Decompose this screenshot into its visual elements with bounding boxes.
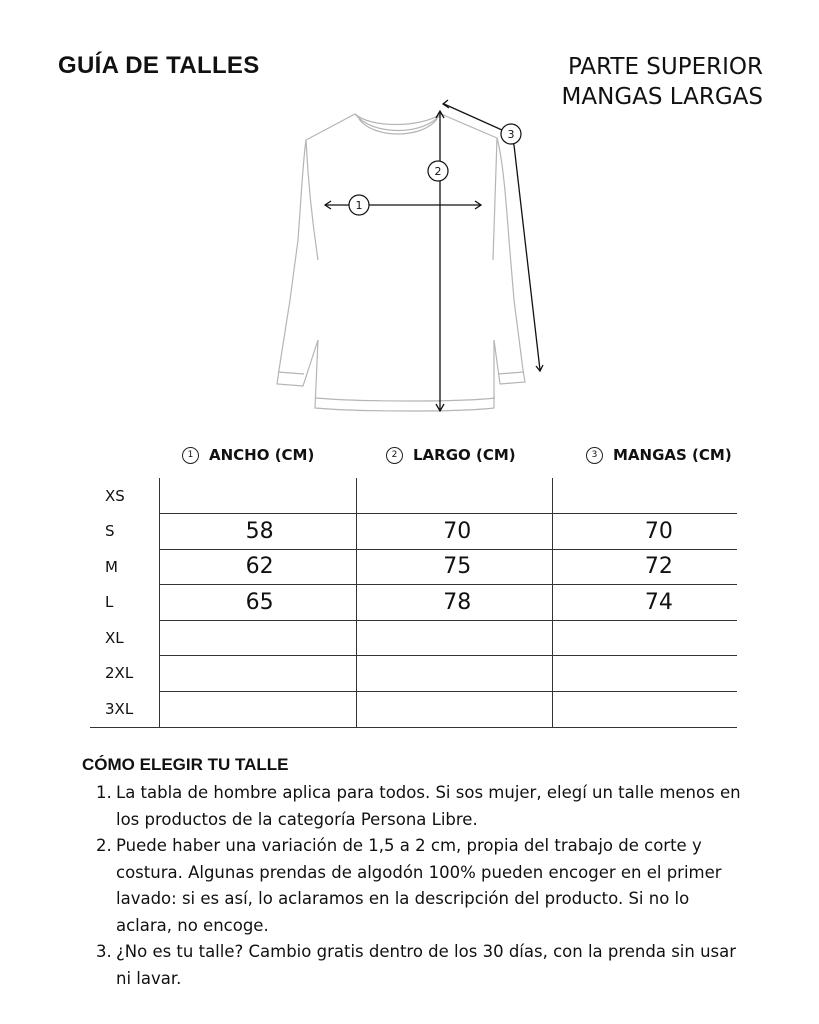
largo-value: 70 [357, 514, 553, 550]
mangas-value: 72 [552, 549, 737, 585]
howto-title: CÓMO ELEGIR TU TALLE [82, 755, 289, 774]
size-label: XL [105, 628, 124, 647]
ancho-value [159, 478, 357, 514]
measure-marker-1 [349, 195, 369, 215]
long-sleeve-shirt-diagram [0, 0, 819, 430]
size-label: 3XL [90, 691, 159, 727]
garment-type-line-2: MANGAS LARGAS [561, 84, 763, 110]
step-number: 1. [96, 783, 112, 802]
table-row [90, 691, 737, 727]
svg-text:1: 1 [355, 199, 363, 212]
ancho-value: 58 [159, 514, 357, 550]
step-number: 2. [96, 836, 112, 855]
largo-value: 78 [357, 585, 553, 621]
table-row [90, 620, 737, 656]
column-label: MANGAS (CM) [613, 446, 732, 464]
table-row [90, 549, 737, 585]
number-circle-icon: 1 [182, 447, 199, 464]
step-text: La tabla de hombre aplica para todos. Si sos mujer, elegí un talle menos en los productos de la categoría Persona Libre. [116, 783, 741, 829]
size-label: L [105, 593, 114, 612]
size-label: S [105, 522, 115, 541]
column-header-mangas [586, 446, 732, 464]
step-number: 3. [96, 942, 112, 961]
shirt-outline [277, 114, 525, 411]
howto-steps [96, 780, 746, 992]
largo-value: 75 [357, 549, 553, 585]
number-circle-icon: 3 [586, 447, 603, 464]
size-table [90, 478, 737, 728]
size-label: 2XL [105, 664, 134, 683]
column-header-ancho [182, 446, 314, 464]
ancho-value [159, 656, 357, 692]
largo-value [357, 620, 553, 656]
size-label: M [105, 557, 118, 576]
step-text: ¿No es tu talle? Cambio gratis dentro de los 30 días, con la prenda sin usar ni lavar. [116, 942, 737, 988]
number-circle-icon: 2 [386, 447, 403, 464]
table-row [90, 478, 737, 514]
column-label: ANCHO (CM) [209, 446, 315, 464]
page-title: GUÍA DE TALLES [58, 52, 260, 79]
mangas-value [552, 620, 737, 656]
ancho-value [159, 691, 357, 727]
size-label: XS [105, 486, 125, 505]
list-item [96, 939, 746, 992]
garment-type-line-1: PARTE SUPERIOR [567, 54, 763, 80]
list-item [96, 833, 746, 939]
measure-marker-3 [501, 124, 521, 144]
table-row [90, 656, 737, 692]
svg-text:3: 3 [507, 128, 515, 141]
list-item [96, 780, 746, 833]
mangas-value [552, 656, 737, 692]
largo-value [357, 478, 553, 514]
mangas-value: 74 [552, 585, 737, 621]
column-header-largo [386, 446, 516, 464]
largo-value [357, 656, 553, 692]
mangas-value: 70 [552, 514, 737, 550]
column-label: LARGO (CM) [413, 446, 516, 464]
ancho-value: 65 [159, 585, 357, 621]
largo-value [357, 691, 553, 727]
shirt-collar [355, 114, 441, 131]
step-text: Puede haber una variación de 1,5 a 2 cm, propia del trabajo de corte y costura. Algunas prendas de algodón 100% pueden encoger en el primer lavado: si es así, lo aclaramos en la descripción del producto. Si no lo aclara, no encoge. [116, 836, 722, 935]
ancho-value: 62 [159, 549, 357, 585]
measure-marker-2 [428, 161, 448, 181]
table-row [90, 585, 737, 621]
mangas-value [552, 691, 737, 727]
mangas-value [552, 478, 737, 514]
ancho-value [159, 620, 357, 656]
table-row [90, 514, 737, 550]
svg-text:2: 2 [434, 165, 442, 178]
